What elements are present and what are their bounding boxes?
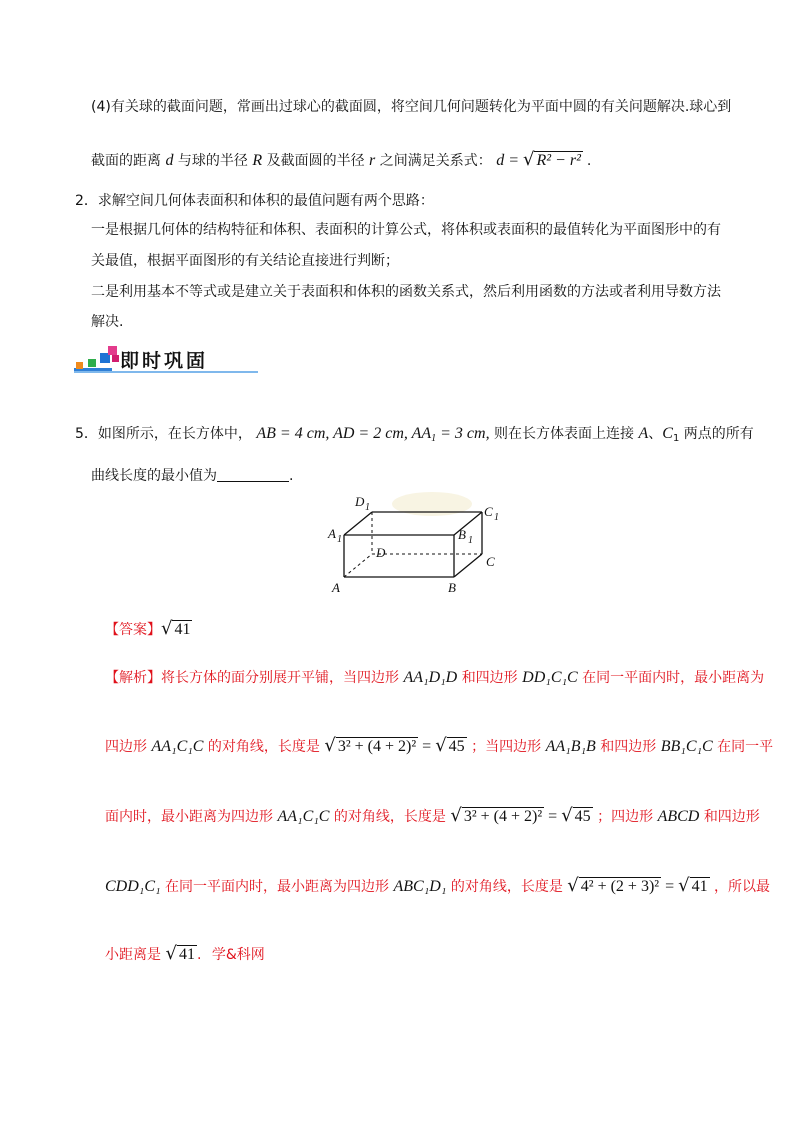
val-45-b: 45: [574, 808, 591, 825]
expr-45-b: √ 3² + (4 + 2)² = √ 45: [450, 805, 591, 826]
cuboid-svg: [322, 490, 507, 600]
var-R: R: [252, 152, 263, 169]
a-p4b: 的对角线，长度是: [450, 879, 563, 895]
quad-ABCD: ABCD: [657, 808, 700, 825]
eq-a: =: [418, 738, 436, 755]
sqrt-R2-r2: √ R² − r²: [522, 149, 581, 170]
label-B1-sub: 1: [468, 535, 473, 546]
a-p4a: 在同一平面内时，最小距离为四边形: [165, 879, 390, 895]
sec2-line3: 二是利用基本不等式或是建立关于表面积和体积的函数关系式，然后利用函数的方法或者利用导数方法: [91, 284, 721, 300]
answer-line: [105, 619, 192, 640]
q5-end: .: [289, 468, 294, 484]
sec2-line1: 一是根据几何体的结构特征和体积、表面积的计算公式，将体积或表面积的最值转化为平面图形中的有: [91, 222, 721, 238]
text-mid2: 及截面圆的半径: [266, 153, 365, 169]
label-D1-sub: 1: [365, 502, 370, 513]
item4-line2: [91, 150, 591, 171]
quad-ABC1D1: ABC₁D₁: [393, 878, 447, 895]
answer-value: 41: [174, 621, 191, 638]
dist-pre: 截面的距离: [91, 153, 161, 169]
label-D: D: [376, 545, 386, 560]
radicand: R² − r²: [536, 152, 581, 169]
point-A: A: [638, 425, 649, 442]
cond1-sub: 1: [431, 433, 437, 444]
quad-CDD1C1: CDD₁C₁: [105, 878, 161, 895]
a-p2d: 和四边形: [600, 739, 657, 755]
label-D1: D: [355, 494, 365, 509]
q5-line2: [91, 466, 293, 486]
item4-line1: [91, 97, 731, 117]
final-sqrt: √ 41: [165, 943, 195, 964]
final-value: 41: [178, 946, 195, 963]
expr-45-a: √ 3² + (4 + 2)² = √ 45: [324, 735, 465, 756]
q5-conditions: [256, 425, 489, 442]
radicand-b: 3² + (4 + 2)²: [463, 808, 543, 825]
val-41: 41: [691, 878, 708, 895]
answer-blank: [217, 467, 289, 482]
a-p2b: 的对角线，长度是: [207, 739, 320, 755]
label-B: B: [448, 580, 456, 595]
a-p3a: 面内时，最小距离为四边形: [105, 809, 273, 825]
a-p2c: ；当四边形: [471, 739, 542, 755]
label-C1: C: [484, 504, 493, 519]
q5-line1: [75, 424, 754, 449]
a-p1b: 和四边形: [461, 670, 518, 686]
q5-line2-text: 曲线长度的最小值为: [91, 468, 217, 484]
item4-text: (4)有关球的截面问题，常画出过球心的截面圆，将空间几何问题转化为平面中圆的有关问题解决.球心到: [91, 99, 732, 115]
q5-tail: 两点的所有: [683, 426, 754, 442]
answer-label: 【答案】: [105, 622, 161, 638]
period: .: [586, 153, 592, 169]
label-A: A: [332, 580, 340, 595]
analysis-line4: [105, 876, 770, 897]
expr-41: √ 4² + (2 + 3)² = √ 41: [567, 875, 708, 896]
point-C1-sub: 1: [672, 433, 680, 444]
sep: 、: [648, 426, 663, 442]
analysis-line1: [105, 668, 764, 688]
sec2-line2: 关最值，根据平面图形的有关结论直接进行判断；: [91, 253, 399, 269]
analysis-label: 【解析】: [105, 670, 161, 686]
quad-BB1C1C: BB₁C₁C: [660, 738, 713, 755]
formula-lhs: d =: [496, 152, 523, 169]
quad-AA1C1C: AA₁C₁C: [151, 738, 204, 755]
label-C: C: [486, 554, 495, 569]
quad-AA1D1D: AA₁D₁D: [403, 669, 458, 686]
a-p3b: 的对角线，长度是: [333, 809, 446, 825]
quad-AA1C1C-2: AA₁C₁C: [277, 808, 330, 825]
analysis-line2: [105, 736, 773, 757]
a-p3d: 和四边形: [703, 809, 760, 825]
a-p1c: 在同一平面内时，最小距离为: [582, 670, 765, 686]
banner-title: 即时巩固: [120, 350, 209, 372]
quad-DD1C1C: DD₁C₁C: [522, 669, 578, 686]
cuboid-figure: [322, 490, 507, 600]
label-A1: A: [328, 526, 336, 541]
text-mid3: 之间满足关系式：: [379, 153, 492, 169]
source-mark: 学&科网: [211, 947, 265, 963]
text-mid1: 与球的半径: [177, 153, 248, 169]
cond1: AB = 4 cm, AD = 2 cm, AA: [256, 425, 432, 442]
point-C1: C: [662, 425, 673, 442]
answer-sqrt: √ 41: [161, 618, 191, 639]
eq-c: =: [661, 878, 679, 895]
a-p2a: 四边形: [105, 739, 147, 755]
q5-mid: 则在长方体表面上连接: [494, 426, 635, 442]
var-d: d: [165, 152, 174, 169]
radicand-a: 3² + (4 + 2)²: [337, 738, 417, 755]
quad-AA1B1B: AA₁B₁B: [545, 738, 596, 755]
q5-prefix: 5．如图所示，在长方体中，: [75, 426, 252, 442]
a-p3c: ；四边形: [597, 809, 654, 825]
a-p1a: 将长方体的面分别展开平铺，当四边形: [161, 670, 399, 686]
label-C1-sub: 1: [494, 512, 499, 523]
a-p5a: 小距离是: [105, 947, 161, 963]
a-p2e: 在同一平: [717, 739, 774, 755]
sec2-line4: 解决.: [91, 314, 124, 330]
analysis-line3: [105, 806, 760, 827]
a-p5b: .: [196, 947, 202, 963]
sec2-heading: 2．求解空间几何体表面积和体积的最值问题有两个思路：: [75, 193, 434, 209]
label-B1: B: [458, 527, 466, 542]
cond2: = 3 cm,: [436, 425, 490, 442]
section-banner: [72, 343, 262, 377]
a-p4c: ，所以最: [714, 879, 771, 895]
val-45-a: 45: [448, 738, 465, 755]
formula: [496, 149, 587, 170]
radicand-c: 4² + (2 + 3)²: [580, 878, 660, 895]
eq-b: =: [544, 808, 562, 825]
label-A1-sub: 1: [337, 534, 342, 545]
analysis-line5: [105, 944, 265, 965]
var-r: r: [369, 152, 376, 169]
